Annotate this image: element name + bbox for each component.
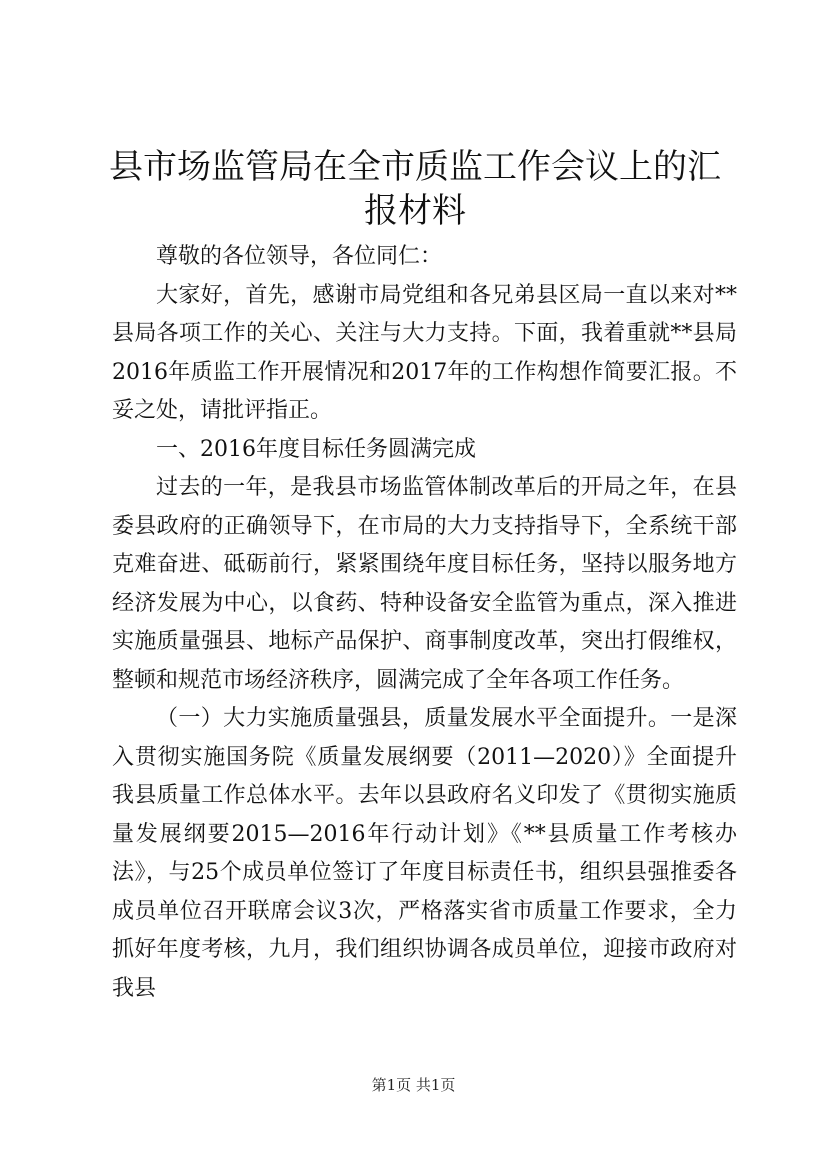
intro-paragraph: 大家好，首先，感谢市局党组和各兄弟县区局一直以来对**县局各项工作的关心、关注与大力支持。下面，我着重就**县局2016年质监工作开展情况和2017年的工作构想作简要汇报。不妥之处，请批评指正。 bbox=[112, 282, 737, 423]
section-heading: 一、2016年度目标任务圆满完成 bbox=[156, 436, 476, 462]
document-body bbox=[112, 238, 737, 1008]
quality-paragraph: （一）大力实施质量强县，质量发展水平全面提升。一是深入贯彻实施国务院《质量发展纲要（2011—2020）》全面提升我县质量工作总体水平。去年以县政府名义印发了《贯彻实施质量发展纲要2015—2016年行动计划》《**县质量工作考核办法》，与25个成员单位签订了年度目标责任书，组织县强推委各成员单位召开联席会议3次，严格落实省市质量工作要求，全力抓好年度考核，九月，我们组织协调各成员单位，迎接市政府对我县 bbox=[112, 706, 737, 1001]
overview-paragraph: 过去的一年，是我县市场监管体制改革后的开局之年，在县委县政府的正确领导下，在市局的大力支持指导下，全系统干部克难奋进、砥砺前行，紧紧围绕年度目标任务，坚持以服务地方经济发展为中心，以食药、特种设备安全监管为重点，深入推进实施质量强县、地标产品保护、商事制度改革，突出打假维权，整顿和规范市场经济秩序，圆满完成了全年各项工作任务。 bbox=[112, 475, 737, 693]
document-title: 县市场监管局在全市质监工作会议上的汇报材料 bbox=[109, 147, 721, 231]
salutation-paragraph: 尊敬的各位领导，各位同仁： bbox=[156, 244, 443, 269]
page-footer: 第1页 共1页 bbox=[371, 1076, 456, 1094]
